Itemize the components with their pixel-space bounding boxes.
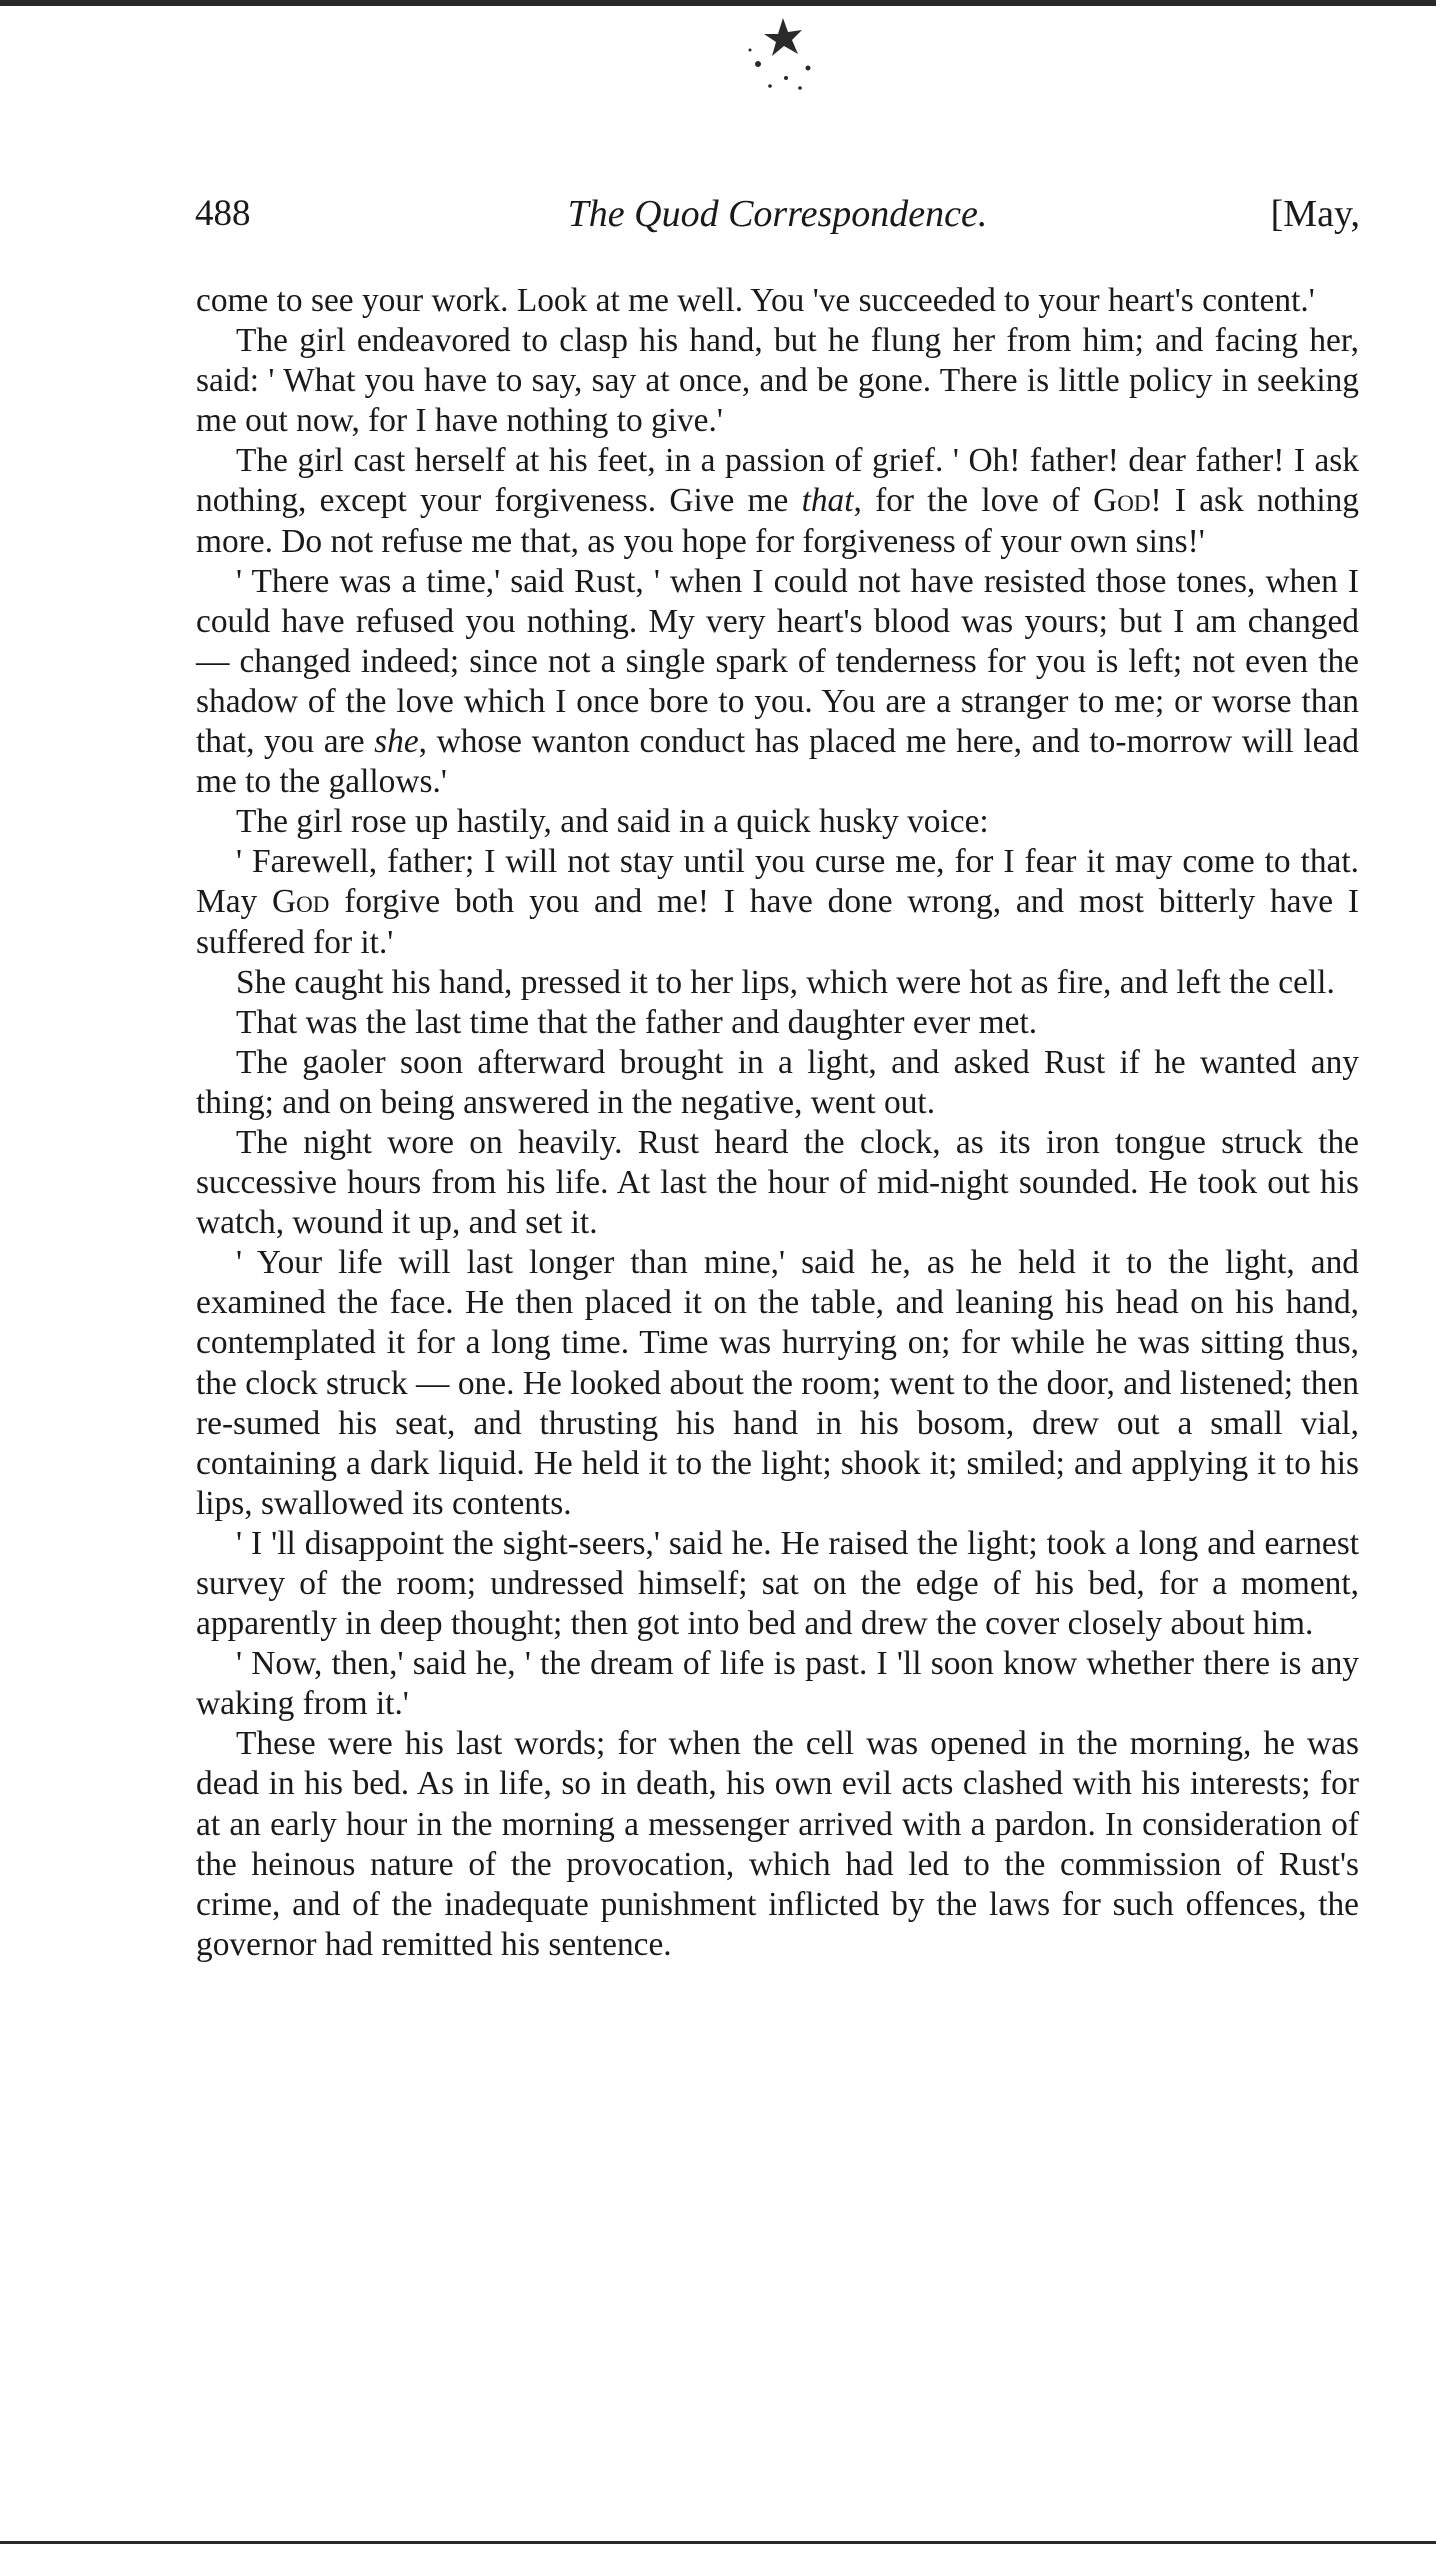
issue-date: [May,	[1270, 193, 1360, 235]
printer-ornament-icon	[738, 12, 828, 97]
paragraph: ' Now, then,' said he, ' the dream of life is past. I 'll soon know whether there is any waking from it.'	[196, 1645, 1359, 1723]
running-title: The Quod Correspondence.	[567, 193, 988, 235]
bottom-border-rule	[0, 2541, 1436, 2544]
paragraph: That was the last time that the father and daughter ever met.	[236, 1003, 1038, 1041]
small-caps-word: God	[1093, 482, 1151, 520]
paragraph: These were his last words; for when the cell was opened in the morning, he was dead in his bed. As in life, so in death, his own evil acts clashed with his interests; for at an early hour in the morning a messenger arrived with a pardon. In consideration of the heinous nature of the provocation, which had led to the commission of Rust's crime, and of the inadequate punishment inflicted by the laws for such offences, the governor had remitted his sentence.	[196, 1725, 1359, 1963]
paragraph: The girl rose up hastily, and said in a quick husky voice:	[236, 803, 989, 841]
paragraph: The girl cast herself at his feet, in a passion of grief. ' Oh! father! dear father! I ask nothing, except your forgiveness. Give me that, for the love of God! I ask nothing more. Do not refuse me that, as you hope for forgiveness of your own sins!'	[196, 442, 1359, 560]
paragraph: ' I 'll disappoint the sight-seers,' said he. He raised the light; took a long and earnest survey of the room; undressed himself; sat on the edge of his bed, for a moment, apparently in deep thought; then got into bed and drew the cover closely about him.	[196, 1524, 1359, 1643]
paragraph: She caught his hand, pressed it to her lips, which were hot as fire, and left the cell.	[236, 963, 1335, 1001]
article-body	[196, 281, 1359, 2331]
italic-emphasis: she	[374, 723, 419, 761]
paragraph: ' There was a time,' said Rust, ' when I could not have resisted those tones, when I could have refused you nothing. My very heart's blood was yours; but I am changed — changed indeed; since not a single spark of tenderness for you is left; not even the shadow of the love which I once bore to you. You are a stranger to me; or worse than that, you are she, whose wanton conduct has placed me here, and to-morrow will lead me to the gallows.'	[196, 562, 1359, 801]
small-caps-word: God	[272, 883, 330, 921]
paragraph: come to see your work. Look at me well. You 've succeeded to your heart's content.'	[196, 282, 1315, 319]
paragraph: The girl endeavored to clasp his hand, but he flung her from him; and facing her, said: ' What you have to say, say at once, and be gone. There is little policy in seeking me out now, for I have nothing to give.'	[196, 322, 1359, 440]
paragraph: ' Your life will last longer than mine,' said he, as he held it to the light, and examined the face. He then placed it on the table, and leaning his head on his hand, contemplated it for a long time. Time was hurrying on; for while he was sitting thus, the clock struck — one. He looked about the room; went to the door, and listened; then re-sumed his seat, and thrusting his hand in his bosom, drew out a small vial, containing a dark liquid. He held it to the light; shook it; smiled; and applying it to his lips, swallowed its contents.	[196, 1244, 1359, 1522]
running-head	[195, 192, 1360, 252]
paragraph: The night wore on heavily. Rust heard the clock, as its iron tongue struck the successive hours from his life. At last the hour of mid-night sounded. He took out his watch, wound it up, and set it.	[196, 1123, 1359, 1242]
paragraph: The gaoler soon afterward brought in a light, and asked Rust if he wanted any thing; and on being answered in the negative, went out.	[196, 1043, 1359, 1121]
paragraph: ' Farewell, father; I will not stay until you curse me, for I fear it may come to that. May God forgive both you and me! I have done wrong, and most bitterly have I suffered for it.'	[196, 843, 1359, 961]
top-border-rule	[0, 0, 1436, 6]
italic-emphasis: that	[801, 482, 854, 520]
page-number: 488	[195, 193, 251, 234]
